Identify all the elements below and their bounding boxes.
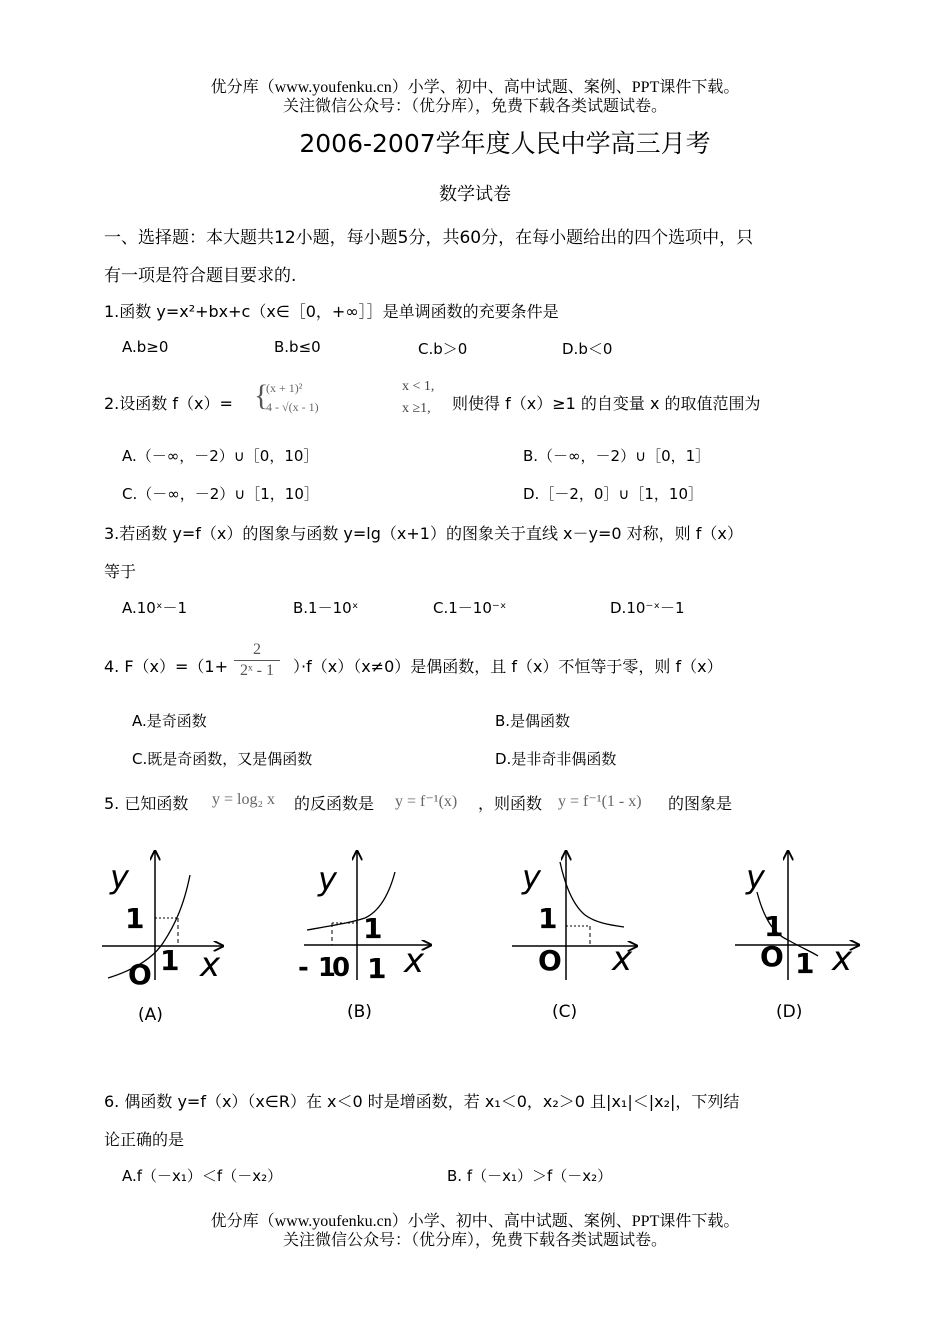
header-line-1: 优分库（www.youfenku.cn）小学、初中、高中试题、案例、PPT课件下载。 bbox=[210, 79, 740, 96]
q1-option-b: B.b≤0 bbox=[274, 338, 321, 356]
graph-a-one-y: 1 bbox=[125, 902, 145, 935]
q2-piece-1: (x + 1)² bbox=[266, 381, 303, 395]
graph-a-one-x: 1 bbox=[160, 944, 180, 977]
graph-c bbox=[512, 852, 636, 1022]
q6-line-1: 6. 偶函数 y=f（x）（x∈R）在 x＜0 时是增函数，若 x₁＜0，x₂＞0 且|x₁|＜|x₂|，下列结 bbox=[104, 1092, 740, 1111]
graph-d-caption: (D) bbox=[776, 1002, 803, 1022]
q2-option-c: C.（－∞，－2）∪［1，10］ bbox=[122, 485, 319, 503]
graph-a-x-label: x bbox=[200, 945, 221, 985]
q6-option-a: A.f（－x₁）＜f（－x₂） bbox=[122, 1167, 283, 1185]
q2-option-a: A.（－∞，－2）∪［0，10］ bbox=[122, 447, 319, 465]
q2-condition-1: x < 1, bbox=[402, 379, 435, 394]
graph-d bbox=[735, 852, 858, 1022]
q5-math-1: y = log₂ x bbox=[212, 791, 276, 808]
q2-condition-2: x ≥1, bbox=[402, 401, 431, 416]
q4-lead: 4. F（x）=（1+ bbox=[104, 657, 229, 676]
q3-option-d: D.10⁻ˣ－1 bbox=[610, 599, 685, 617]
graph-c-curve bbox=[560, 862, 624, 927]
graph-d-origin: O bbox=[760, 940, 784, 973]
q3-line-1: 3.若函数 y=f（x）的图象与函数 y=lg（x+1）的图象关于直线 x－y=0 对称，则 f（x） bbox=[104, 524, 743, 543]
q5-text-4: 的图象是 bbox=[668, 794, 733, 813]
graph-d-one-y: 1 bbox=[764, 910, 784, 943]
q6-option-b: B. f（－x₁）＞f（－x₂） bbox=[447, 1167, 613, 1185]
graph-c-one-y: 1 bbox=[538, 902, 558, 935]
page-title: 2006-2007学年度人民中学高三月考 bbox=[299, 129, 711, 158]
graph-c-x-label: x bbox=[612, 939, 633, 979]
graph-a bbox=[102, 852, 222, 1025]
graph-a-y-label: y bbox=[110, 858, 129, 896]
q2-option-d: D.［－2，0］∪［1，10］ bbox=[523, 485, 704, 503]
q4-fraction-numerator: 2 bbox=[252, 641, 261, 658]
q4-fraction-denominator: 2ˣ - 1 bbox=[234, 660, 280, 681]
q2-lead: 2.设函数 f（x）= bbox=[104, 394, 233, 413]
graph-c-caption: (C) bbox=[552, 1002, 578, 1022]
graph-b-neg-one: - 1 bbox=[298, 953, 336, 983]
q4-option-d: D.是非奇非偶函数 bbox=[495, 750, 617, 768]
graph-c-y-label: y bbox=[522, 858, 541, 896]
page-subtitle: 数学试卷 bbox=[439, 184, 511, 205]
q1-stem: 1.函数 y=x²+bx+c（x∈［0，+∞］］是单调函数的充要条件是 bbox=[104, 302, 559, 321]
q1-option-a: A.b≥0 bbox=[122, 338, 169, 356]
q2-tail: 则使得 f（x）≥1 的自变量 x 的取值范围为 bbox=[452, 394, 761, 413]
q3-line-2: 等于 bbox=[104, 562, 137, 581]
q5-text-3: ，则函数 bbox=[478, 794, 543, 813]
graph-d-one-x: 1 bbox=[795, 947, 815, 980]
graph-b-one-y: 1 bbox=[363, 912, 383, 945]
q1-option-d: D.b＜0 bbox=[562, 340, 613, 358]
graph-d-y-label: y bbox=[746, 858, 765, 896]
graph-b-origin: 0 bbox=[332, 953, 351, 983]
q4-tail: ）·f（x）（x≠0）是偶函数，且 f（x）不恒等于零，则 f（x） bbox=[293, 657, 723, 676]
q5-text-2: 的反函数是 bbox=[294, 794, 375, 813]
q4-option-c: C.既是奇函数，又是偶函数 bbox=[132, 750, 313, 768]
graph-a-caption: (A) bbox=[138, 1005, 163, 1025]
q5-math-3: y = f⁻¹(1 - x) bbox=[558, 793, 642, 810]
header-line-2: 关注微信公众号：（优分库），免费下载各类试题试卷。 bbox=[282, 98, 667, 115]
q3-option-b: B.1－10ˣ bbox=[293, 599, 359, 617]
q2-piece-2: 4 - √(x - 1) bbox=[266, 400, 319, 414]
graph-b-y-label: y bbox=[318, 860, 337, 898]
graph-b bbox=[298, 852, 430, 1022]
q5-text-1: 5. 已知函数 bbox=[104, 794, 189, 813]
q3-option-a: A.10ˣ－1 bbox=[122, 599, 188, 617]
graph-c-origin: O bbox=[538, 944, 562, 977]
q5-math-2: y = f⁻¹(x) bbox=[395, 793, 458, 810]
graph-a-origin: O bbox=[128, 958, 152, 991]
q4-option-a: A.是奇函数 bbox=[132, 712, 207, 730]
footer-line-1: 优分库（www.youfenku.cn）小学、初中、高中试题、案例、PPT课件下载。 bbox=[210, 1213, 740, 1230]
graph-b-one-x: 1 bbox=[367, 952, 387, 985]
graph-d-x-label: x bbox=[832, 939, 853, 979]
q4-option-b: B.是偶函数 bbox=[495, 712, 571, 730]
q1-option-c: C.b＞0 bbox=[418, 340, 468, 358]
section-instructions-2: 有一项是符合题目要求的. bbox=[104, 266, 297, 286]
q2-brace: { bbox=[254, 379, 269, 412]
footer-line-2: 关注微信公众号：（优分库），免费下载各类试题试卷。 bbox=[282, 1232, 667, 1249]
graph-b-caption: (B) bbox=[347, 1002, 372, 1022]
section-instructions-1: 一、选择题：本大题共12小题，每小题5分，共60分，在每小题给出的四个选项中，只 bbox=[104, 228, 754, 248]
q3-option-c: C.1－10⁻ˣ bbox=[433, 599, 507, 617]
q6-line-2: 论正确的是 bbox=[104, 1130, 185, 1149]
q2-option-b: B.（－∞，－2）∪［0，1］ bbox=[523, 447, 711, 465]
graph-b-x-label: x bbox=[404, 941, 425, 981]
